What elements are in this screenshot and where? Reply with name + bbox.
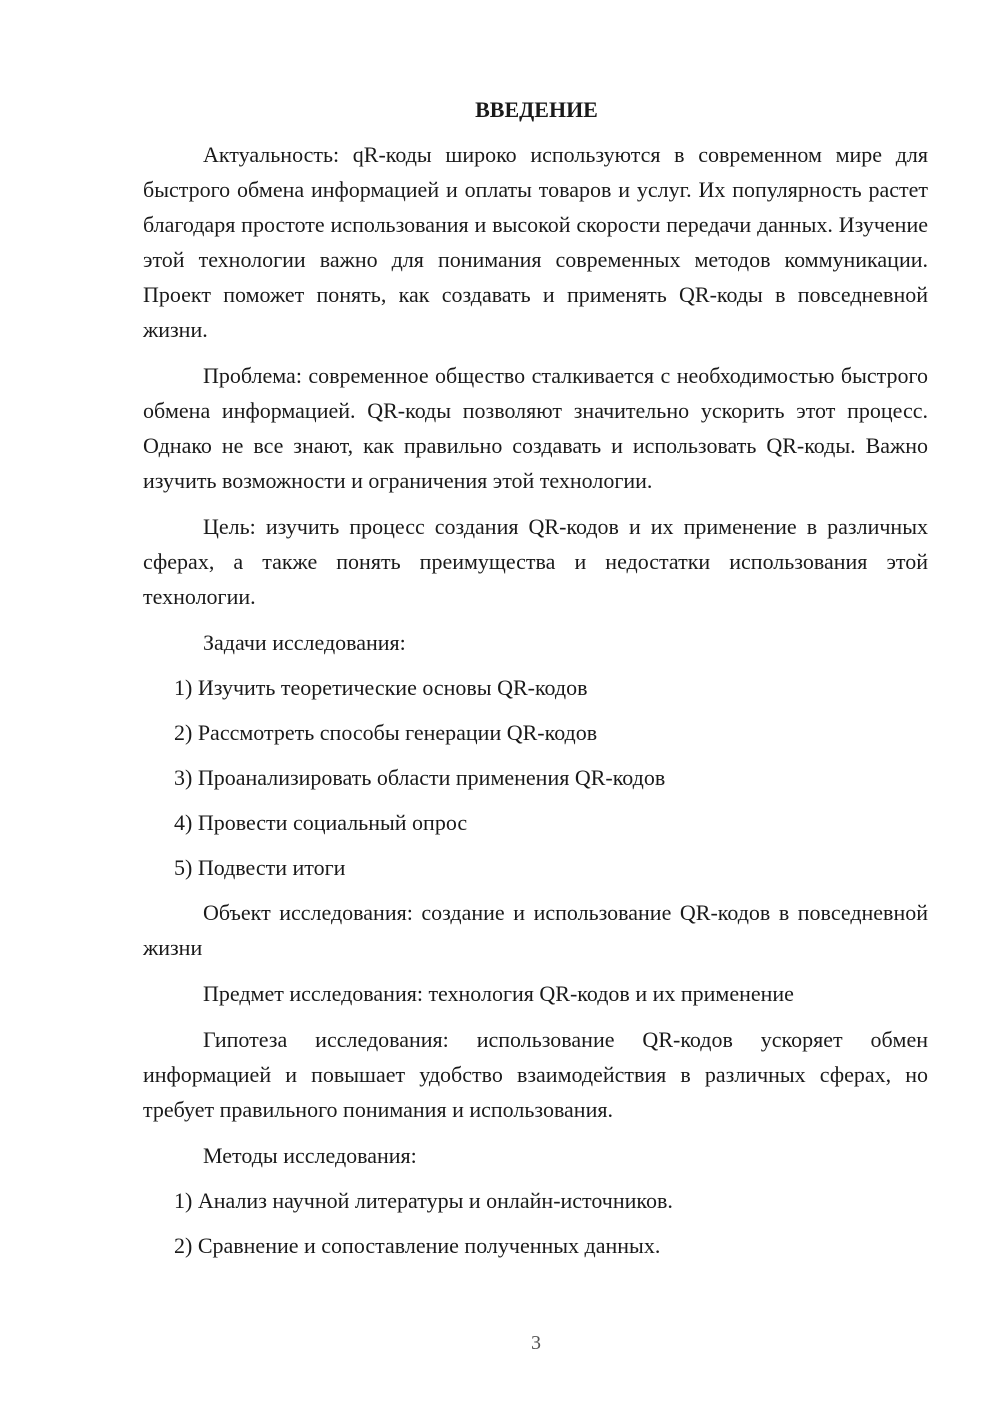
list-item: 1) Анализ научной литературы и онлайн-источников. — [174, 1188, 673, 1213]
page-number: 3 — [531, 1332, 541, 1354]
hypothesis-paragraph: Гипотеза исследования: использование QR-кодов ускоряет обмен информацией и повышает удобство взаимодействия в различных сферах, но требует правильного понимания и использования. — [143, 1027, 928, 1122]
methods-list — [143, 1183, 928, 1263]
problem-paragraph: Проблема: современное общество сталкивается с необходимостью быстрого обмена информацией. QR-коды позволяют значительно ускорить этот процесс. Однако не все знают, как правильно создавать и использовать QR-коды. Важно изучить возможности и ограничения этой технологии. — [143, 363, 928, 493]
relevance-paragraph: Актуальность: qR-коды широко используются в современном мире для быстрого обмена информацией и оплаты товаров и услуг. Их популярность растет благодаря простоте использования и высокой скорости передачи данных. Изучение этой технологии важно для понимания современных методов коммуникации. Проект поможет понять, как создавать и применять QR-коды в повседневной жизни. — [143, 142, 928, 342]
list-item: 4) Провести социальный опрос — [174, 810, 468, 835]
list-item: 2) Рассмотреть способы генерации QR-кодов — [174, 720, 598, 745]
tasks-heading: Задачи исследования: — [203, 630, 406, 655]
page-title: ВВЕДЕНИЕ — [475, 97, 598, 122]
subject-paragraph: Предмет исследования: технология QR-кодов и их применение — [203, 981, 794, 1006]
list-item: 2) Сравнение и сопоставление полученных данных. — [174, 1233, 661, 1258]
goal-paragraph: Цель: изучить процесс создания QR-кодов и их применение в различных сферах, а также понять преимущества и недостатки использования этой технологии. — [143, 514, 928, 609]
list-item: 1) Изучить теоретические основы QR-кодов — [174, 675, 588, 700]
list-item: 3) Проанализировать области применения QR-кодов — [174, 765, 666, 790]
methods-heading: Методы исследования: — [203, 1143, 417, 1168]
tasks-list — [143, 670, 928, 885]
list-item: 5) Подвести итоги — [174, 855, 346, 880]
document-page — [143, 95, 928, 1273]
object-paragraph: Объект исследования: создание и использование QR-кодов в повседневной жизни — [143, 900, 928, 960]
